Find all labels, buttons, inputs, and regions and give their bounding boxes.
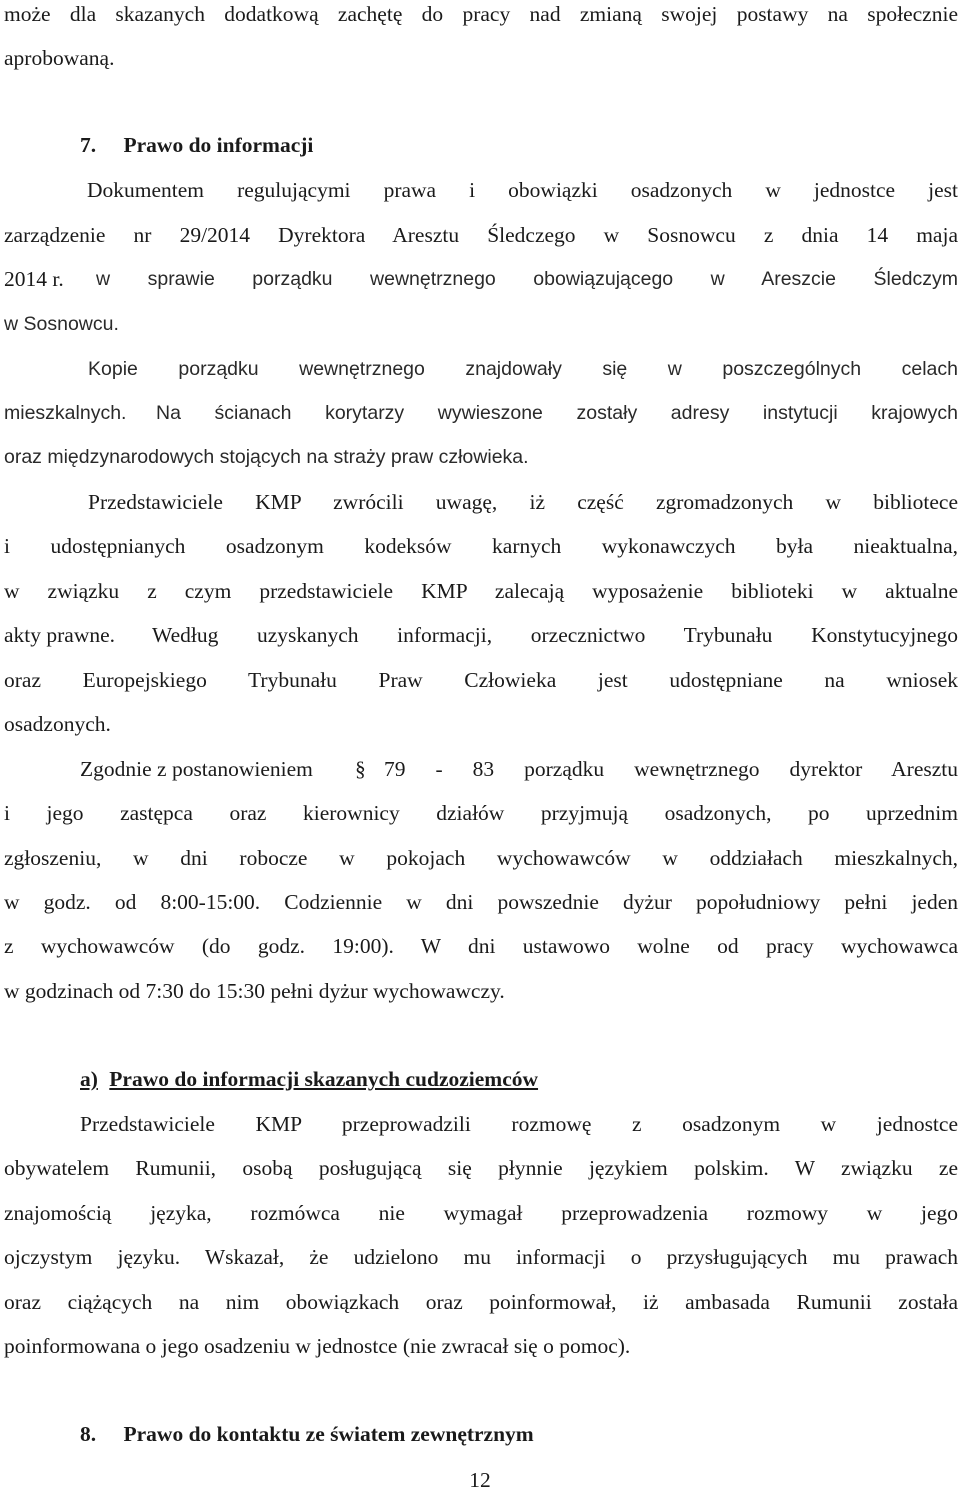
body-text-line: aprobowaną. [4,46,115,70]
body-text-line: zgłoszeniu, w dni robocze w pokojach wychowawców w oddziałach mieszkalnych, [4,846,958,870]
body-text-line: w związku z czym przedstawiciele KMP zalecają wyposażenie biblioteki w aktualne [4,579,958,603]
section-title: Prawo do kontaktu ze światem zewnętrznym [123,1422,534,1446]
section-heading-7 [80,131,313,159]
body-text-line: Kopie porządku wewnętrznego znajdowały się w poszczególnych celach [88,358,958,380]
section-number: 8. [80,1422,97,1446]
body-text-line: Przedstawiciele KMP zwrócili uwagę, iż część zgromadzonych w bibliotece [88,490,958,514]
body-text-line: ojczystym języku. Wskazał, że udzielono mu informacji o przysługujących mu prawach [4,1245,958,1269]
body-text-line: znajomością języka, rozmówca nie wymagał przeprowadzenia rozmowy w jego [4,1201,958,1225]
body-text-line: w sprawie porządku wewnętrznego obowiązującego w Areszcie Śledczym [96,268,958,290]
paragraph-sign: § [355,757,366,781]
body-text-line: osadzonych. [4,712,111,736]
body-text-line: w godzinach od 7:30 do 15:30 pełni dyżur wychowawczy. [4,979,505,1003]
body-text-line: akty prawne. [4,623,116,647]
body-text-line: 79 - 83 porządku wewnętrznego dyrektor Aresztu [384,757,958,781]
body-text-line: Na ścianach korytarzy wywieszone zostały adresy instytucji krajowych [156,402,958,424]
body-text-line: 2014 r. [4,267,64,291]
section-title: Prawo do informacji [123,133,314,157]
body-text-line: w Sosnowcu. [4,313,119,335]
section-heading-8 [80,1420,534,1448]
body-text-line: zarządzenie nr 29/2014 Dyrektora Aresztu Śledczego w Sosnowcu z dnia 14 maja [4,223,958,247]
body-text-line: Przedstawiciele KMP przeprowadzili rozmowę z osadzonym w jednostce [80,1112,958,1136]
body-text-line: oraz międzynarodowych stojących na straży praw człowieka. [4,446,529,468]
body-text-line: Według uzyskanych informacji, orzecznictwo Trybunału Konstytucyjnego [152,623,958,647]
body-text-line: i udostępnianych osadzonym kodeksów karnych wykonawczych była nieaktualna, [4,534,958,558]
body-text-line: z wychowawców (do godz. 19:00). W dni ustawowo wolne od pracy wychowawca [4,934,958,958]
subsection-title: Prawo do informacji skazanych cudzoziemców [109,1067,539,1091]
page-number: 12 [469,1468,491,1492]
body-text-line: może dla skazanych dodatkową zachętę do pracy nad zmianą swojej postawy na społecznie [4,2,958,26]
body-text-line: obywatelem Rumunii, osobą posługującą się płynnie językiem polskim. W związku ze [4,1156,958,1180]
body-text-line: mieszkalnych. [4,402,127,424]
body-text-line: Zgodnie z postanowieniem [80,757,313,781]
body-text-line: Dokumentem regulującymi prawa i obowiązki osadzonych w jednostce jest [87,178,958,202]
body-text-line: poinformowana o jego osadzeniu w jednostce (nie zwracał się o pomoc). [4,1334,631,1358]
body-text-line: w godz. od 8:00-15:00. Codziennie w dni powszednie dyżur popołudniowy pełni jeden [4,890,958,914]
section-number: 7. [80,133,97,157]
body-text-line: oraz ciążących na nim obowiązkach oraz poinformował, iż ambasada Rumunii została [4,1290,958,1314]
subsection-heading-a [80,1065,538,1093]
body-text-line: i jego zastępca oraz kierownicy działów przyjmują osadzonych, po uprzednim [4,801,958,825]
body-text-line: oraz Europejskiego Trybunału Praw Człowieka jest udostępniane na wniosek [4,668,958,692]
subsection-label: a) [80,1067,98,1091]
